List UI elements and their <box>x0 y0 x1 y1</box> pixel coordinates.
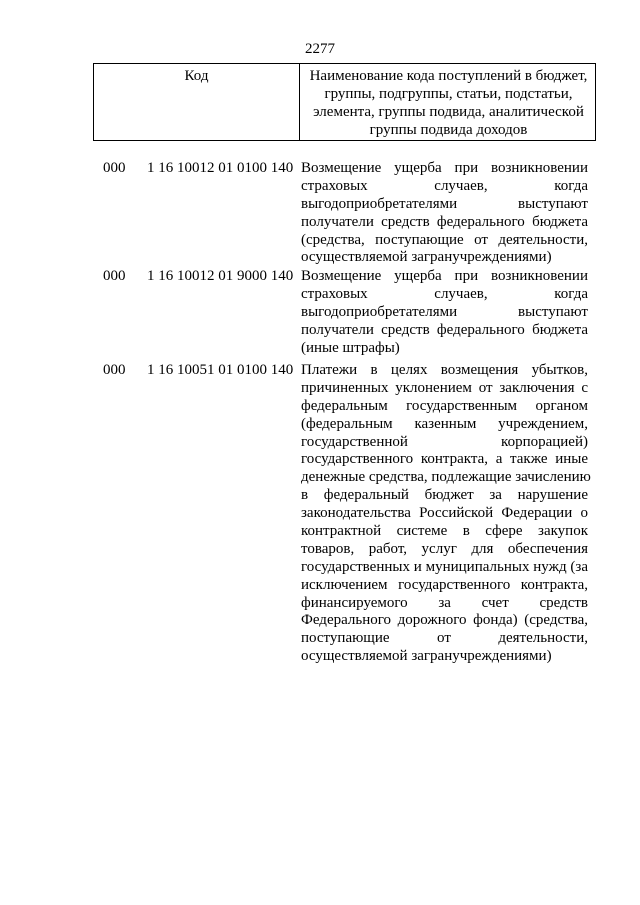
revenue-name-line: Федерального дорожного фонда) (средства, <box>301 612 588 629</box>
revenue-name-line: финансируемого за счет средств <box>301 594 588 611</box>
revenue-name-line: Возмещение ущерба при возникновении <box>301 268 588 284</box>
revenue-name-line: (федеральным казенным учреждением, <box>301 415 588 432</box>
revenue-name-line: (средства, поступающие от деятельности, <box>301 231 588 248</box>
revenue-name-line: получатели средств федерального бюджета <box>301 213 588 230</box>
revenue-name-line: осуществляемой загранучреждениями) <box>301 249 552 266</box>
header-name-line: группы подвида доходов <box>369 122 528 138</box>
revenue-name-line: выгодоприобретателями выступают <box>301 195 588 212</box>
revenue-name-line: получатели средств федерального бюджета <box>301 321 588 338</box>
revenue-name-line: поступающие от деятельности, <box>301 630 588 647</box>
revenue-code: 1 16 10012 01 9000 140 <box>147 268 294 284</box>
revenue-code: 1 16 10051 01 0100 140 <box>147 362 294 378</box>
page-number: 2277 <box>305 41 335 57</box>
revenue-name-line: причиненных уклонением от заключения с <box>301 379 588 396</box>
revenue-name-line: законодательства Российской Федерации о <box>301 505 588 522</box>
revenue-code: 1 16 10012 01 0100 140 <box>147 160 294 176</box>
revenue-name-line: в федеральный бюджет за нарушение <box>301 487 588 504</box>
revenue-name-line: государственных и муниципальных нужд (за <box>301 558 588 575</box>
admin-code: 000 <box>103 268 126 284</box>
revenue-name <box>301 362 591 666</box>
revenue-name-line: государственного контракта, а также иные <box>301 451 588 468</box>
admin-code: 000 <box>103 160 126 176</box>
revenue-name-line: Возмещение ущерба при возникновении <box>301 160 588 176</box>
revenue-name-line: страховых случаев, когда <box>301 285 588 302</box>
revenue-name-line: осуществляемой загранучреждениями) <box>301 648 552 665</box>
revenue-name-line: страховых случаев, когда <box>301 177 588 194</box>
revenue-name <box>301 160 588 267</box>
revenue-name-line: государственной корпорацией) <box>301 433 588 450</box>
header-code: Код <box>184 68 209 84</box>
revenue-name-line: контрактной системе в сфере закупок <box>301 523 588 540</box>
header-name-line: элемента, группы подвида, аналитической <box>313 104 584 120</box>
revenue-name-line: Платежи в целях возмещения убытков, <box>301 362 588 378</box>
admin-code: 000 <box>103 362 126 378</box>
revenue-name-line: выгодоприобретателями выступают <box>301 303 588 320</box>
revenue-name-line: (иные штрафы) <box>301 339 400 356</box>
header-name-line: Наименование кода поступлений в бюджет, <box>309 68 588 84</box>
revenue-name-line: товаров, работ, услуг для обеспечения <box>301 540 588 557</box>
header-name <box>300 67 597 139</box>
header-name-line: группы, подгруппы, статьи, подстатьи, <box>324 86 573 102</box>
table-header <box>93 63 596 141</box>
revenue-name-line: денежные средства, подлежащие зачислению <box>301 469 591 486</box>
revenue-name-line: федеральным государственным органом <box>301 397 588 414</box>
revenue-name <box>301 268 588 357</box>
revenue-name-line: исключением государственного контракта, <box>301 576 588 593</box>
